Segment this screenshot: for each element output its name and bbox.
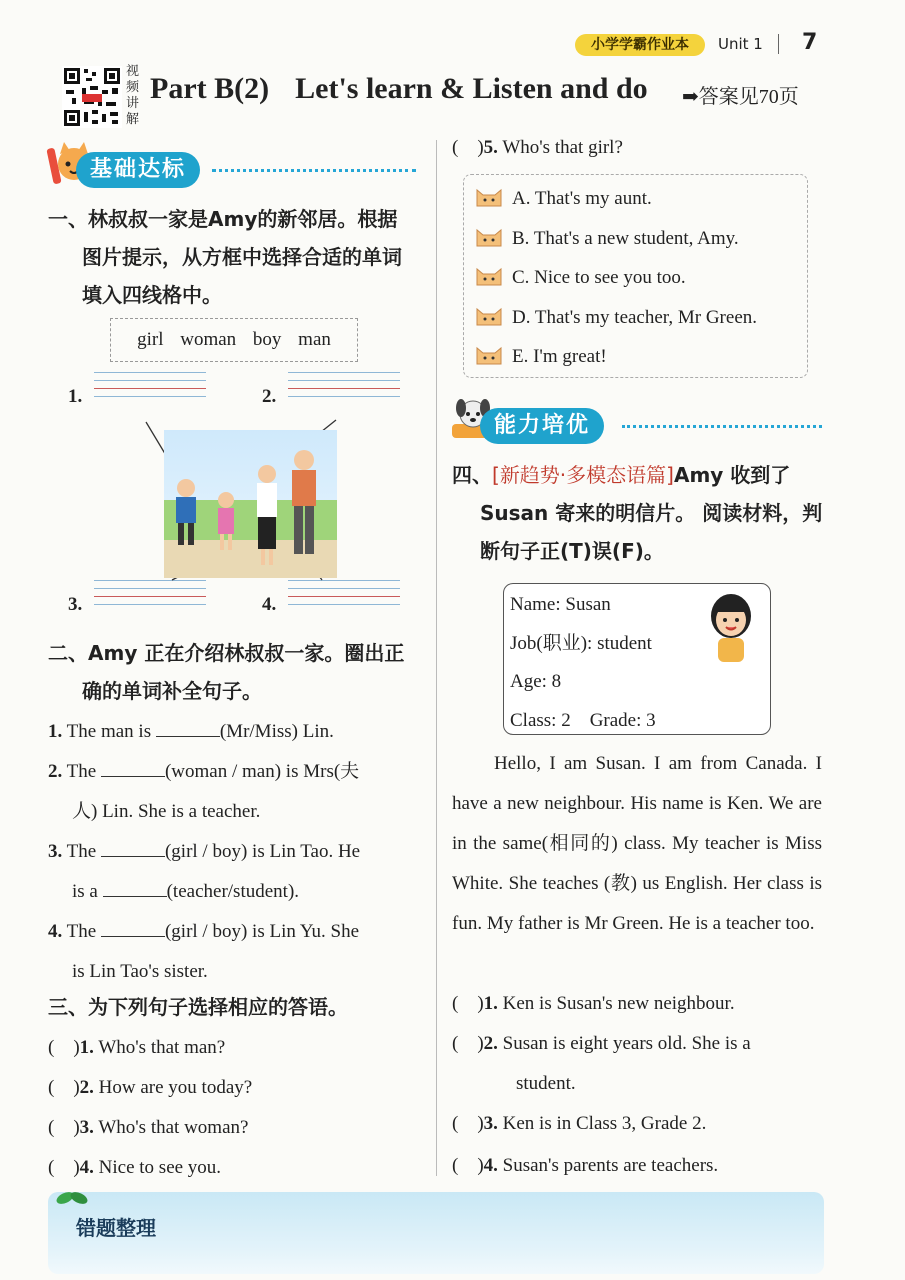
question-number: 4. bbox=[483, 1155, 498, 1176]
answer-paren[interactable]: ( ) bbox=[452, 1113, 484, 1134]
question-number: 1. bbox=[79, 1037, 94, 1058]
section3-title: 三、为下列句子选择相应的答语。 bbox=[48, 995, 348, 1019]
question-text: The bbox=[66, 921, 97, 942]
card-job: Job(职业): student bbox=[510, 632, 652, 654]
footer-label: 错题整理 bbox=[76, 1216, 156, 1240]
section4-instructions bbox=[452, 456, 832, 570]
answer-ref-text: 答案见70页 bbox=[698, 86, 799, 108]
blank-label-4: 4. bbox=[262, 594, 277, 615]
dotted-rule bbox=[622, 425, 822, 428]
passage-text: Hello, I am Susan. I am from Canada. I have a new neighbour. His name is Ken. We are in the same(相同的) class. My teacher is Miss White. She teaches (教) us English. Her class is fun. My father is Mr Green. He is a teacher too. bbox=[452, 753, 822, 934]
blank-label-1: 1. bbox=[68, 386, 83, 407]
section4-line: 四、[新趋势·多模态语篇]Amy 收到了 bbox=[452, 463, 791, 487]
dotted-rule bbox=[212, 169, 416, 172]
reading-passage bbox=[452, 744, 822, 944]
section2-questions bbox=[48, 712, 428, 992]
mistake-notes-area[interactable] bbox=[48, 1192, 824, 1274]
question-text: The bbox=[66, 841, 97, 862]
word-options[interactable]: (girl / boy) is Lin Tao. He bbox=[164, 841, 361, 862]
section1-line: 图片提示，从方框中选择合适的单词 bbox=[82, 245, 402, 269]
word-options[interactable]: (teacher/student). bbox=[166, 881, 300, 902]
badge-advanced: 能力培优 bbox=[480, 408, 604, 444]
question-number: 4. bbox=[79, 1157, 94, 1178]
option-d bbox=[474, 298, 807, 338]
answer-paren[interactable]: ( ) bbox=[452, 137, 484, 158]
section3-questions bbox=[48, 1028, 428, 1188]
question-number: 3. bbox=[48, 841, 63, 862]
option-a bbox=[474, 179, 807, 219]
question-number: 5. bbox=[483, 137, 498, 158]
question-text: Who's that woman? bbox=[98, 1117, 249, 1138]
answer-blank[interactable] bbox=[101, 936, 165, 937]
leaf-icon bbox=[54, 1188, 90, 1208]
answer-paren[interactable]: ( ) bbox=[48, 1117, 80, 1138]
answer-paren[interactable]: ( ) bbox=[452, 1033, 484, 1054]
question-text: Who's that man? bbox=[98, 1037, 226, 1058]
option-text: A. That's my aunt. bbox=[512, 188, 652, 209]
arrow-right-icon: ➡ bbox=[682, 86, 699, 108]
question-text: How are you today? bbox=[98, 1077, 253, 1098]
question-number: 2. bbox=[48, 761, 63, 782]
section1-line: 填入四线格中。 bbox=[82, 283, 222, 307]
question-text: Susan's parents are teachers. bbox=[502, 1155, 719, 1176]
question-number: 4. bbox=[48, 921, 63, 942]
blank-label-3: 3. bbox=[68, 594, 83, 615]
word-bank: girl woman boy man bbox=[110, 318, 358, 362]
qr-code-icon[interactable] bbox=[62, 66, 122, 128]
title-part: Part B(2) bbox=[150, 72, 270, 105]
badge-basic: 基础达标 bbox=[76, 152, 200, 188]
section4-line: Susan 寄来的明信片。 阅读材料，判 bbox=[480, 501, 823, 525]
section4-questions bbox=[452, 984, 832, 1186]
answer-paren[interactable]: ( ) bbox=[452, 993, 484, 1014]
question-text: The man is bbox=[66, 721, 152, 742]
question-continued: is Lin Tao's sister. bbox=[72, 961, 208, 982]
unit-label: Unit 1 bbox=[718, 35, 763, 53]
word-options[interactable]: (girl / boy) is Lin Yu. She bbox=[164, 921, 360, 942]
section2-line: 二、Amy 正在介绍林叔叔一家。圈出正 bbox=[48, 641, 405, 665]
option-b bbox=[474, 219, 807, 259]
family-illustration bbox=[164, 430, 337, 578]
question-row bbox=[48, 712, 428, 752]
card-name: Name: Susan bbox=[510, 594, 611, 615]
card-age: Age: 8 bbox=[510, 671, 562, 692]
answer-paren[interactable]: ( ) bbox=[48, 1037, 80, 1058]
question-number: 2. bbox=[79, 1077, 94, 1098]
option-c bbox=[474, 258, 807, 298]
four-line-grid-2[interactable] bbox=[288, 372, 400, 404]
trend-tag: 新趋势·多模态语篇 bbox=[499, 463, 667, 487]
section1-line: 一、林叔叔一家是Amy的新邻居。根据 bbox=[48, 207, 398, 231]
tf-row bbox=[452, 984, 832, 1024]
question-text: Nice to see you. bbox=[98, 1157, 222, 1178]
word-options[interactable]: (woman / man) is Mrs(夫 bbox=[164, 761, 360, 782]
option-text: C. Nice to see you too. bbox=[512, 267, 686, 288]
option-text: B. That's a new student, Amy. bbox=[512, 227, 739, 249]
question-number: 1. bbox=[48, 721, 63, 742]
brand-badge: 小学学霸作业本 bbox=[575, 34, 705, 56]
cat-face-icon bbox=[474, 186, 504, 208]
tf-row bbox=[452, 1024, 832, 1064]
section1-instructions bbox=[48, 200, 428, 314]
option-e bbox=[474, 337, 807, 377]
question-row bbox=[48, 832, 428, 872]
question-text: The bbox=[66, 761, 97, 782]
answer-blank[interactable] bbox=[156, 736, 220, 737]
column-divider bbox=[436, 140, 437, 1176]
cat-face-icon bbox=[474, 344, 504, 366]
header-divider bbox=[778, 34, 779, 54]
question-number: 1. bbox=[483, 993, 498, 1014]
card-class-grade bbox=[510, 702, 770, 741]
answer-blank[interactable] bbox=[101, 776, 165, 777]
question-row bbox=[48, 752, 428, 792]
cat-face-icon bbox=[474, 226, 504, 248]
answer-blank[interactable] bbox=[101, 856, 165, 857]
girl-avatar bbox=[708, 592, 754, 664]
choice-row bbox=[48, 1068, 428, 1108]
answer-paren[interactable]: ( ) bbox=[452, 1155, 484, 1176]
tf-row bbox=[452, 1146, 832, 1186]
options-box bbox=[463, 174, 808, 378]
option-text: E. I'm great! bbox=[512, 346, 607, 367]
blank-label-2: 2. bbox=[262, 386, 277, 407]
question-number: 3. bbox=[79, 1117, 94, 1138]
choice-row bbox=[48, 1148, 428, 1188]
question-number: 2. bbox=[483, 1033, 498, 1054]
qr-label: 视频讲解 bbox=[126, 64, 140, 127]
word-options[interactable]: (Mr/Miss) Lin. bbox=[219, 721, 334, 742]
page-title bbox=[150, 72, 648, 106]
cat-face-icon bbox=[474, 305, 504, 327]
choice-row bbox=[48, 1028, 428, 1068]
section2-line: 确的单词补全句子。 bbox=[82, 679, 262, 703]
question-row bbox=[48, 912, 428, 952]
choice-row bbox=[452, 128, 623, 168]
answer-paren[interactable]: ( ) bbox=[48, 1157, 80, 1178]
answer-paren[interactable]: ( ) bbox=[48, 1077, 80, 1098]
answer-blank[interactable] bbox=[103, 896, 167, 897]
question-continued: 人) Lin. She is a teacher. bbox=[72, 801, 261, 822]
question-text: Ken is in Class 3, Grade 2. bbox=[502, 1113, 707, 1134]
section4-text: Amy 收到了 bbox=[673, 463, 791, 487]
cat-face-icon bbox=[474, 265, 504, 287]
question-text: Susan is eight years old. She is a bbox=[502, 1033, 751, 1054]
question-number: 3. bbox=[483, 1113, 498, 1134]
question-text: is a bbox=[72, 881, 98, 902]
tf-row bbox=[452, 1104, 832, 1144]
four-line-grid-1[interactable] bbox=[94, 372, 206, 404]
card-grade: Grade: 3 bbox=[589, 709, 656, 731]
choice-row bbox=[48, 1108, 428, 1148]
section4-line: 断句子正(T)误(F)。 bbox=[480, 539, 664, 563]
answer-reference bbox=[682, 80, 799, 109]
question-continued bbox=[48, 872, 428, 912]
card-class: Class: 2 bbox=[510, 709, 571, 731]
question-continued: student. bbox=[516, 1073, 576, 1094]
question-text: Who's that girl? bbox=[502, 137, 623, 158]
title-main: Let's learn & Listen and do bbox=[295, 72, 648, 105]
section2-instructions bbox=[48, 634, 428, 710]
option-text: D. That's my teacher, Mr Green. bbox=[512, 306, 758, 328]
question-text: Ken is Susan's new neighbour. bbox=[502, 993, 735, 1014]
page-number: 7 bbox=[802, 30, 818, 55]
